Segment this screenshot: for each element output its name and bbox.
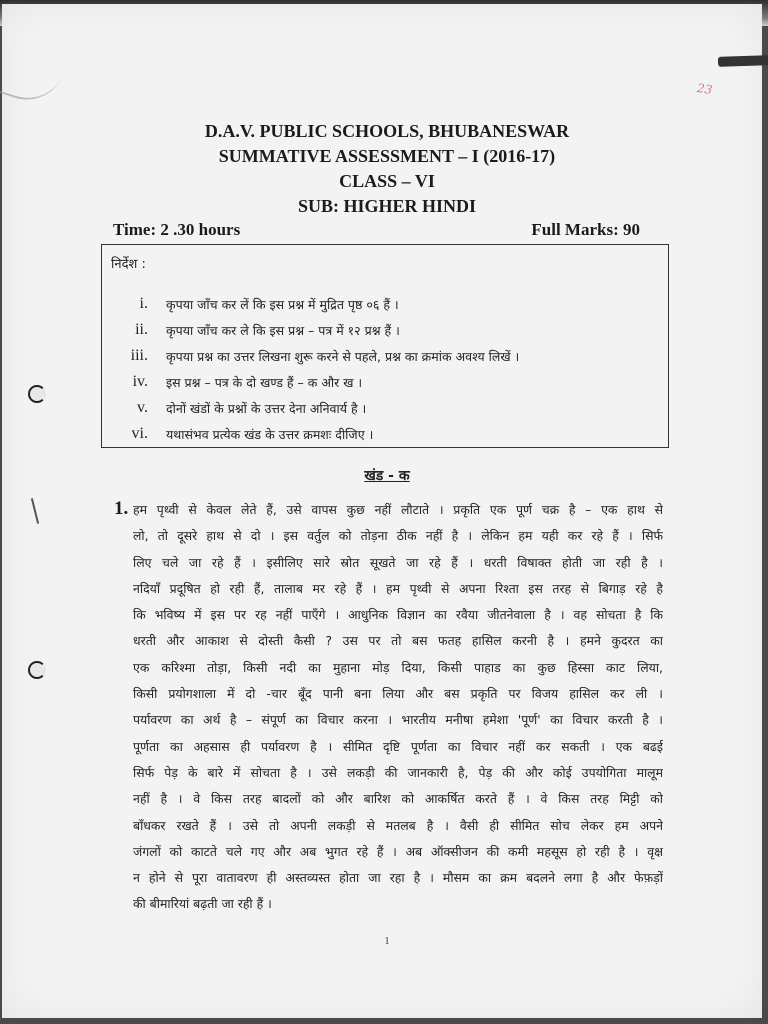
punch-hole-icon [28, 385, 46, 403]
instruction-item [102, 369, 662, 395]
passage-line: की बीमारियां बढ़ती जा रही हैं । [133, 896, 272, 912]
ink-blot [718, 55, 768, 67]
page-number: 1 [384, 936, 390, 947]
exam-header [132, 119, 642, 219]
instruction-text: इस प्रश्न – पत्र के दो खण्ड हैं – क और ख । [166, 374, 363, 390]
instruction-text: यथासंभव प्रत्येक खंड के उत्तर क्रमशः दीजिए । [166, 426, 374, 442]
instructions-box [101, 244, 669, 448]
instruction-item [102, 395, 662, 421]
instruction-number: iv. [132, 373, 148, 390]
instruction-text: दोनों खंडों के प्रश्नों के उत्तर देना अनिवार्य है । [166, 400, 367, 416]
exam-title: SUMMATIVE ASSESSMENT – I (2016-17) [218, 146, 556, 166]
pen-stroke-mark [31, 498, 39, 524]
instruction-item [102, 291, 662, 317]
instructions-list [102, 291, 662, 447]
instruction-item [102, 317, 662, 343]
punch-hole-icon [28, 661, 46, 679]
instruction-item [102, 343, 662, 369]
instruction-text: कृपया प्रश्न का उत्तर लिखना शुरू करने से पहले, प्रश्न का क्रमांक अवश्य लिखें । [166, 348, 520, 364]
passage-line: एक करिश्मा तोड़ा, किसी नदी का मुहाना मोड़ दिया, किसी पाहाड का कुछ हिस्सा काट लिया, [133, 659, 663, 675]
passage-line: कि भविष्य में इस पर रह नहीं पाएँगे । आधुनिक विज्ञान का रवैया जीतनेवाला है । वह सोचता है कि [133, 607, 663, 623]
section-heading: खंड - क [364, 468, 410, 484]
binding-thread [0, 52, 65, 110]
passage-line: सिर्फ पेड़ के बारे में सोचता है । उसे लकड़ी की जानकारी है, पेड़ की और कोई उपयोगिता मालूम [133, 764, 663, 780]
passage-line: जंगलों को काटते चले गए और अब भुगत रहे हैं । अब ऑक्सीजन की कमी महसूस हो रही है । वृक्ष [133, 843, 663, 859]
school-name: D.A.V. PUBLIC SCHOOLS, BHUBANESWAR [204, 121, 570, 141]
time-label: Time: 2 .30 hours [113, 220, 241, 239]
passage-line: लो, तो दूसरे हाथ से दो । इस वर्तुल को तोड़ना ठीक नहीं है । लेकिन हम यही कर रहे हैं । सिर्फ [133, 528, 663, 544]
passage-line: नहीं है । वे किस तरह बादलों को और बारिश को आकर्षित करते हैं । वे किस तरह मिट्टी को [133, 791, 663, 807]
exam-page [2, 4, 762, 1018]
instruction-number: v. [137, 399, 148, 416]
instruction-number: i. [139, 295, 148, 312]
class-label: CLASS – VI [339, 171, 435, 191]
passage-line: धरती और आकाश से दोस्ती कैसी ? उस पर तो बस फतह हासिल करनी है । हमने कुदरत का [133, 633, 663, 649]
passage-line: लिए चले जा रहे हैं । इसीलिए सारे स्रोत सूखते जा रहे हैं । धरती विषाक्त होती जा रही है । [133, 554, 663, 570]
instruction-number: vi. [131, 425, 148, 442]
passage-line: पर्यावरण का अर्थ है – संपूर्ण का विचार करना । भारतीय मनीषा हमेशा 'पूर्ण' का विचार करती है । [133, 712, 663, 728]
passage-line: पूर्णता का अहसास ही पर्यावरण है । सीमित दृष्टि पूर्णता का विचार नहीं कर सकती । एक बढई [133, 738, 663, 754]
subject-label: SUB: HIGHER HINDI [297, 196, 477, 216]
passage-line: बाँधकर रखते हैं । उसे तो अपनी लकड़ी से मतलब है । वैसी ही सीमित सोच लेकर हम अपने [133, 817, 663, 833]
instruction-number: iii. [130, 347, 148, 364]
comprehension-passage [133, 497, 663, 918]
passage-line: किसी प्रयोगशाला में दो -चार बूँद पानी बना लिया और बस प्रकृति पर विजय हासिल कर ली । [133, 686, 663, 702]
instructions-heading: निर्देश : [111, 257, 146, 272]
passage-line: न होने से पूरा वातावरण ही अस्तव्यस्त होता जा रहा है । मौसम का क्रम बदलने लगा है और फेफ़ड़ों [133, 870, 663, 886]
instruction-text: कृपया जाँच कर लें कि इस प्रश्न में मुद्रित पृष्ठ ०६ हैं । [166, 296, 399, 312]
pencil-page-mark: 23 [696, 81, 714, 97]
passage-line: नदियाँ प्रदूषित हो रही हैं, तालाब मर रहे हैं । हम पृथ्वी से अपना रिश्ता इस तरह से बिगाड़ रहे है [133, 580, 663, 596]
marks-label: Full Marks: 90 [531, 220, 640, 239]
passage-line: हम पृथ्वी से केवल लेते हैं, उसे वापस कुछ नहीं लौटाते । प्रकृति एक पूर्ण चक्र है – एक हाथ से [133, 502, 663, 517]
instruction-item [102, 421, 662, 447]
instruction-number: ii. [135, 321, 148, 338]
instruction-text: कृपया जाँच कर ले कि इस प्रश्न – पत्र में १२ प्रश्न हैं । [166, 322, 400, 338]
question-number: 1. [114, 498, 129, 519]
